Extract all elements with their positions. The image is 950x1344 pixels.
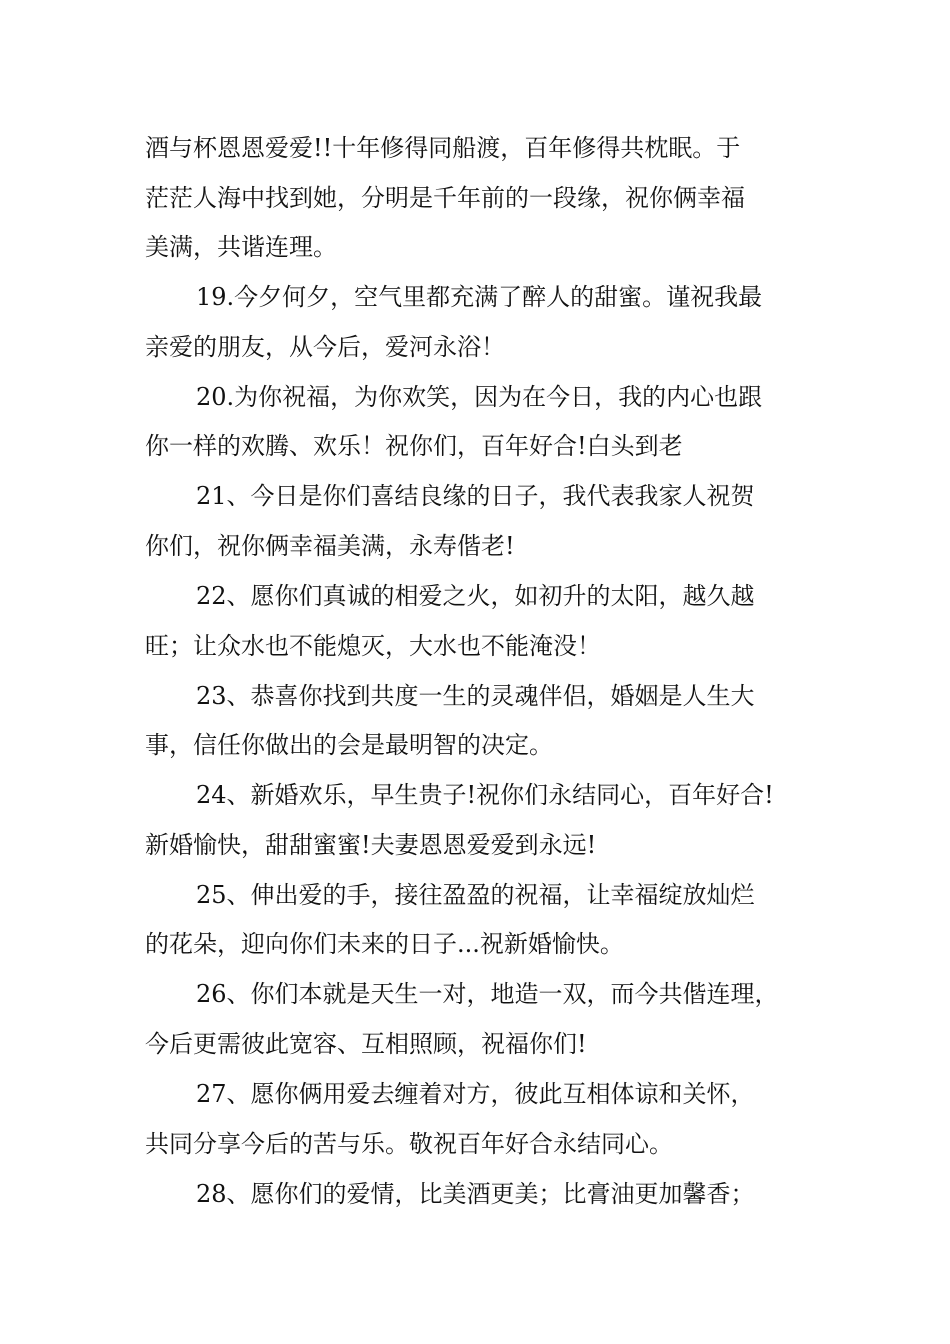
text-line-8: 21、今日是你们喜结良缘的日子，我代表我家人祝贺 bbox=[196, 482, 755, 510]
text-line-6: 20.为你祝福，为你欢笑，因为在今日，我的内心也跟 bbox=[196, 383, 763, 411]
text-line-16: 25、伸出爱的手，接往盈盈的祝福，让幸福绽放灿烂 bbox=[196, 881, 755, 909]
text-line-5: 亲爱的朋友，从今后，爱河永浴！ bbox=[145, 333, 505, 361]
text-line-9: 你们，祝你俩幸福美满，永寿偕老! bbox=[145, 532, 515, 560]
text-line-22: 28、愿你们的爱情，比美酒更美；比膏油更加馨香； bbox=[196, 1180, 755, 1208]
text-line-14: 24、新婚欢乐，早生贵子!祝你们永结同心，百年好合! bbox=[196, 781, 774, 809]
text-line-11: 旺；让众水也不能熄灭，大水也不能淹没！ bbox=[145, 632, 601, 660]
text-line-2: 茫茫人海中找到她，分明是千年前的一段缘，祝你俩幸福 bbox=[145, 184, 745, 212]
text-line-21: 共同分享今后的苦与乐。敬祝百年好合永结同心。 bbox=[145, 1130, 673, 1158]
text-line-4: 19.今夕何夕，空气里都充满了醉人的甜蜜。谨祝我最 bbox=[196, 283, 763, 311]
text-line-3: 美满，共谐连理。 bbox=[145, 233, 337, 261]
text-line-10: 22、愿你们真诚的相爱之火，如初升的太阳，越久越 bbox=[196, 582, 755, 610]
text-line-15: 新婚愉快，甜甜蜜蜜!夫妻恩恩爱爱到永远! bbox=[145, 831, 597, 859]
text-line-20: 27、愿你俩用爱去缠着对方，彼此互相体谅和关怀， bbox=[196, 1080, 755, 1108]
text-line-1: 酒与杯恩恩爱爱!!十年修得同船渡，百年修得共枕眠。于 bbox=[145, 134, 741, 162]
text-line-12: 23、恭喜你找到共度一生的灵魂伴侣，婚姻是人生大 bbox=[196, 682, 755, 710]
text-line-18: 26、你们本就是天生一对，地造一双，而今共偕连理， bbox=[196, 980, 779, 1008]
text-line-7: 你一样的欢腾、欢乐！祝你们，百年好合!白头到老 bbox=[145, 432, 683, 460]
text-line-17: 的花朵，迎向你们未来的日子...祝新婚愉快。 bbox=[145, 930, 624, 958]
text-line-13: 事，信任你做出的会是最明智的决定。 bbox=[145, 731, 553, 759]
text-line-19: 今后更需彼此宽容、互相照顾，祝福你们! bbox=[145, 1030, 587, 1058]
